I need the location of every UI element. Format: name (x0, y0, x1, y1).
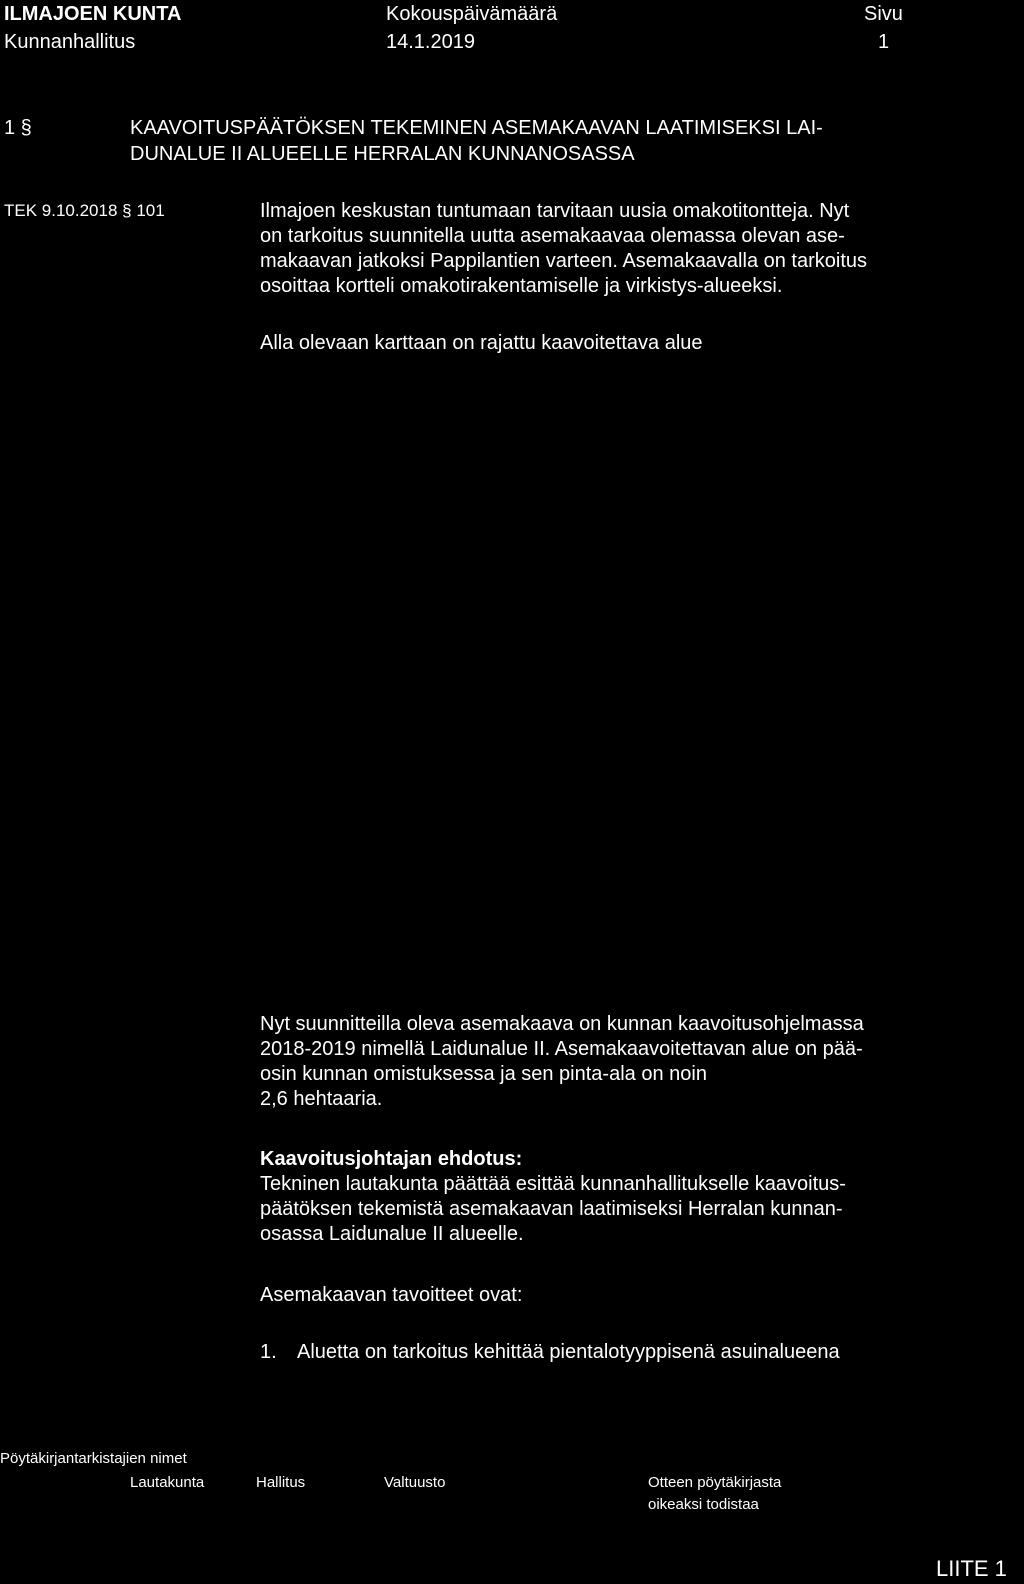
intro-line-3: makaavan jatkoksi Pappilantien varteen. Asemakaavalla on tarkoitus (260, 250, 868, 272)
page-number: 1 (878, 31, 890, 53)
proposal-heading: Kaavoitusjohtajan ehdotus: (260, 1148, 523, 1170)
intro-line-4: osoittaa kortteli omakotirakentamiselle ja virkistys-alueeksi. (260, 275, 783, 297)
goal-text: Aluetta on tarkoitus kehittää pientalotyyppisenä asuinalueena (297, 1341, 840, 1363)
footer-valtuusto: Valtuusto (384, 1474, 446, 1491)
proposal-line-3: osassa Laidunalue II alueelle. (260, 1223, 524, 1245)
certify-line-1: Otteen pöytäkirjasta (648, 1474, 782, 1491)
attachment-label: LIITE 1 (936, 1556, 1007, 1581)
date-label: Kokouspäivämäärä (386, 3, 558, 25)
intro-line-2: on tarkoitus suunnitella uutta asemakaavaa olemassa olevan ase- (260, 225, 845, 247)
proposal-line-1: Tekninen lautakunta päättää esittää kunnanhallitukselle kaavoitus- (260, 1173, 846, 1195)
proposal-line-2: päätöksen tekemistä asemakaavan laatimiseksi Herralan kunnan- (260, 1198, 843, 1220)
plan-line-2: 2018-2019 nimellä Laidunalue II. Asemakaavoitettavan alue on pää- (260, 1038, 863, 1060)
plan-line-1: Nyt suunnitteilla oleva asemakaava on kunnan kaavoitusohjelmassa (260, 1013, 864, 1035)
page-label: Sivu (864, 3, 903, 25)
map-area (0, 370, 1024, 1000)
goals-intro: Asemakaavan tavoitteet ovat: (260, 1284, 523, 1306)
goal-number: 1. (260, 1341, 277, 1363)
footer-lautakunta: Lautakunta (130, 1474, 205, 1491)
item-number: 1 § (4, 117, 32, 139)
organization-name: ILMAJOEN KUNTA (4, 3, 182, 25)
committee-name: Kunnanhallitus (4, 31, 136, 53)
intro-line-1: Ilmajoen keskustan tuntumaan tarvitaan uusia omakotitontteja. Nyt (260, 200, 850, 222)
item-title-line-1: KAAVOITUSPÄÄTÖKSEN TEKEMINEN ASEMAKAAVAN LAATIMISEKSI LAI- (130, 117, 823, 139)
reference-code: TEK 9.10.2018 § 101 (4, 201, 165, 220)
map-intro: Alla olevaan karttaan on rajattu kaavoitettava alue (260, 332, 703, 354)
signers-label: Pöytäkirjantarkistajien nimet (0, 1450, 187, 1467)
plan-line-3: osin kunnan omistuksessa ja sen pinta-ala on noin (260, 1063, 707, 1085)
item-title-line-2: DUNALUE II ALUEELLE HERRALAN KUNNANOSASSA (130, 143, 635, 165)
meeting-date: 14.1.2019 (386, 31, 475, 53)
footer-hallitus: Hallitus (256, 1474, 306, 1491)
plan-line-4: 2,6 hehtaaria. (260, 1088, 383, 1110)
certify-line-2: oikeaksi todistaa (648, 1496, 759, 1513)
